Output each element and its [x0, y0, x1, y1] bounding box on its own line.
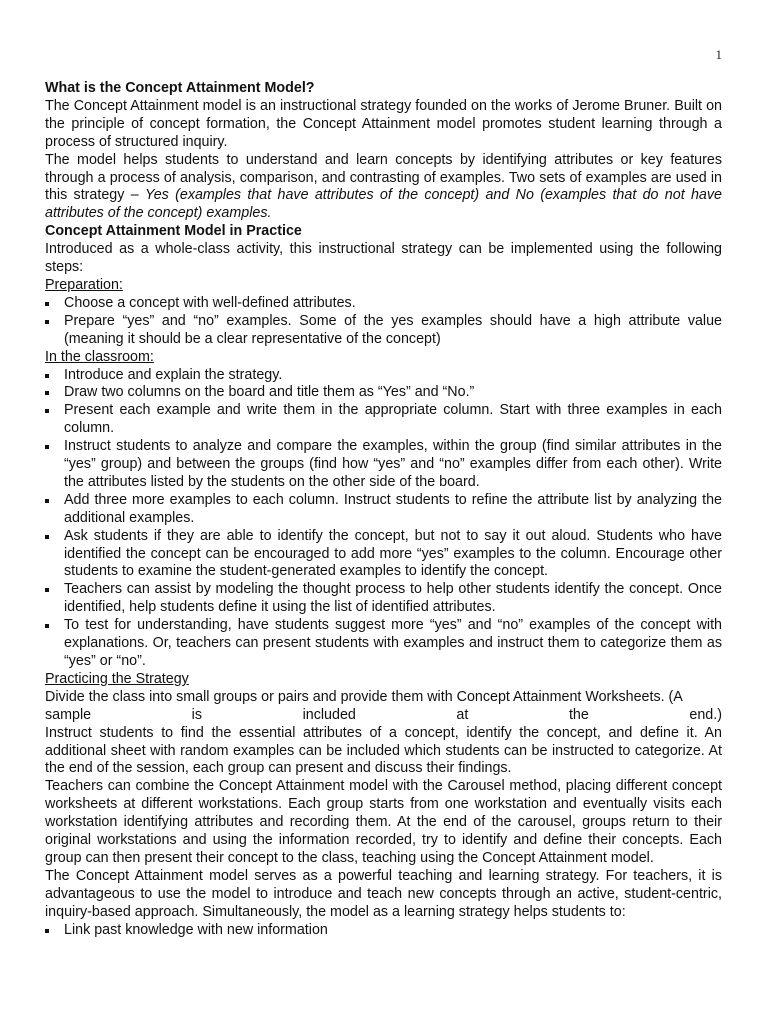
list-item: Ask students if they are able to identify the concept, but not to say it out aloud. Students who have identified the concept can be encouraged to add more “yes” examples to the column. Encourage other students to examine the student-generated examples to identify the concept.: [45, 528, 722, 582]
conclusion-paragraph: The Concept Attainment model serves as a powerful teaching and learning strategy. For teachers, it is advantageous to use the model to introduce and teach new concepts through an active, student-centric, inquiry-based approach. Simultaneously, the model as a learning strategy helps students to:: [45, 867, 722, 920]
preparation-list: [45, 295, 722, 349]
classroom-list: [45, 367, 722, 671]
heading-in-practice: Concept Attainment Model in Practice: [45, 223, 302, 240]
list-item: Choose a concept with well-defined attributes.: [45, 295, 722, 313]
classroom-label: In the classroom:: [45, 348, 154, 365]
carousel-paragraph: Teachers can combine the Concept Attainment model with the Carousel method, placing different concept worksheets at different workstations. Each group starts from one workstation and eventually visits each workstation identifying attributes and recording them. At the end of the carousel, groups return to their original workstations and using the information recorded, try to identify and define their concepts. Each group can then present their concept to the class, teaching using the Concept Attainment model.: [45, 778, 722, 866]
page-number: 1: [715, 47, 722, 62]
intro-paragraph: The Concept Attainment model is an instructional strategy founded on the works of Jerome Bruner. Built on the principle of concept formation, the Concept Attainment model promotes student learning through a process of structured inquiry.: [45, 97, 722, 150]
list-item: Teachers can assist by modeling the thought process to help other students identify the concept. Once identified, help students define it using the list of identified attributes.: [45, 581, 722, 617]
model-description-italic: Yes (examples that have attributes of the concept) and No (examples that do not have attributes of the concept) examples.: [45, 187, 722, 222]
list-item: Present each example and write them in the appropriate column. Start with three examples in each column.: [45, 402, 722, 438]
benefits-list: [45, 922, 722, 940]
list-item: Instruct students to analyze and compare the examples, within the group (find similar attributes in the “yes” group) and between the groups (find how “yes” and “no” examples differ from each other). Write the attributes listed by the students on the other side of the board.: [45, 438, 722, 492]
list-item: Draw two columns on the board and title them as “Yes” and “No.”: [45, 384, 722, 402]
preparation-label: Preparation:: [45, 276, 123, 293]
list-item: Prepare “yes” and “no” examples. Some of the yes examples should have a high attribute value (meaning it should be a clear representative of the concept): [45, 313, 722, 349]
list-item: To test for understanding, have students suggest more “yes” and “no” examples of the concept with explanations. Or, teachers can present students with examples and instruct them to categorize them as “yes” or “no”.: [45, 617, 722, 671]
list-item: Link past knowledge with new information: [45, 922, 722, 940]
worksheet-paragraph-line2: sample is included at the end.): [45, 706, 722, 723]
heading-what-is-model: What is the Concept Attainment Model?: [45, 80, 315, 96]
document-body: [45, 80, 722, 940]
practicing-label: Practicing the Strategy: [45, 670, 189, 687]
model-description-paragraph: [45, 152, 722, 224]
attributes-paragraph: Instruct students to find the essential attributes of a concept, identify the concept, and define it. An additional sheet with random examples can be included which students can be instructed to categorize. At the end of the session, each group can present and discuss their findings.: [45, 724, 722, 777]
list-item: Introduce and explain the strategy.: [45, 367, 722, 385]
practice-intro-paragraph: Introduced as a whole-class activity, this instructional strategy can be implemented using the following steps:: [45, 241, 722, 276]
list-item: Add three more examples to each column. Instruct students to refine the attribute list by analyzing the additional examples.: [45, 492, 722, 528]
model-description-text: The model helps students to understand and learn concepts by identifying attributes or key features through a process of analysis, comparison, and contrasting of examples. Two sets of examples are used in this strategy –: [45, 151, 722, 204]
worksheet-paragraph-line1: Divide the class into small groups or pairs and provide them with Concept Attainment Worksheets. (A: [45, 688, 683, 705]
